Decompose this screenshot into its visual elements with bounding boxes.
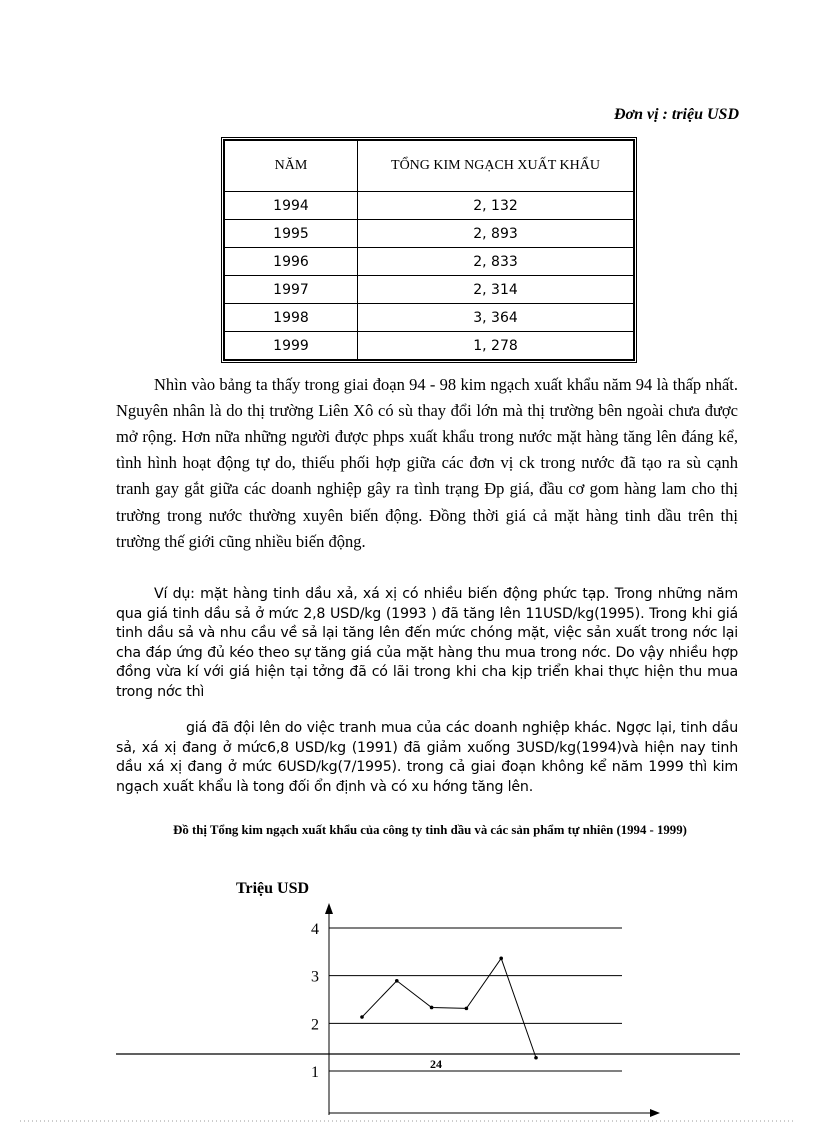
cell-value: 2, 132 [358,192,634,220]
cell-year: 1995 [225,220,358,248]
cell-value: 2, 833 [358,248,634,276]
y-tick-label: 1 [311,1064,319,1081]
header-total: TỔNG KIM NGẠCH XUẤT KHẨU [358,141,634,192]
chart-title: Đồ thị Tổng kim ngạch xuất khẩu của công ty tinh dầu và các sản phẩm tự nhiên (1994 - 1999) [173,823,687,837]
cell-value: 1, 278 [358,332,634,360]
data-point [534,1056,538,1060]
data-point [395,979,399,983]
data-point [465,1007,469,1011]
y-tick-label: 4 [311,921,319,938]
cell-year: 1994 [225,192,358,220]
x-axis-arrow [650,1109,660,1117]
series-line [362,958,536,1057]
cell-year: 1999 [225,332,358,360]
cell-year: 1996 [225,248,358,276]
header-year: NĂM [225,141,358,192]
y-axis-arrow [325,903,333,914]
unit-label: Đơn vị : triệu USD [613,106,739,123]
chart-annotation: 24 [430,1057,442,1071]
paragraph-example: Ví dụ: mặt hàng tinh dầu xả, xá xị có nhiều biến động phức tạp. Trong những năm qua giá tinh dầu sả ở mức 2,8 USD/kg (1993 ) đã tăng lên 11USD/kg(1995). Trong khi giá tinh dầu sả và nhu cầu về sả lại tăng lên đến mức chóng mặt, việc sản xuất trong nớc lại cha đáp ứng đủ kéo theo sự tăng giá của mặt hàng thu mua trong nớc. Do vậy nhiều hợp đồng vừa kí với giá hiện tại tởng đã có lãi trong khi cha kịp triển khai thực hiện thu mua trong nớc thì [116,586,738,700]
cell-year: 1997 [225,276,358,304]
cell-year: 1998 [225,304,358,332]
data-point [430,1006,434,1010]
paragraph-continuation: giá đã đội lên do việc tranh mua của các doanh nghiệp khác. Ngợc lại, tinh dầu sả, xá xị đang ở mức6,8 USD/kg (1991) đã giảm xuống 3USD/kg(1994)và hiện nay tinh dầu xá xị đang ở mức 6USD/kg(7/1995). trong cả giai đoạn không kể năm 1999 thì kim ngạch xuất khẩu là tong đối ổn định và có xu hớng tăng lên. [116,720,738,795]
chart-y-axis-label: Triệu USD [236,880,310,897]
cell-value: 2, 893 [358,220,634,248]
cell-value: 3, 364 [358,304,634,332]
y-tick-label: 3 [311,968,319,986]
data-point [499,957,503,961]
paragraph-analysis: Nhìn vào bảng ta thấy trong giai đoạn 94 - 98 kim ngạch xuất khẩu năm 94 là thấp nhất. Nguyên nhân là do thị trường Liên Xô có sù thay đổi lớn mà thị trường bên ngoài chưa được mở rộng. Hơn nữa những người được phps xuất khẩu trong nước mặt hàng tăng lên đáng kể, tình hình hoạt động tự do, thiếu phối hợp giữa các đơn vị ck trong nước đã tạo ra sù cạnh tranh gay gắt giữa các doanh nghiệp gây ra tình trạng Đp giá, đầu cơ gom hàng lam cho thị trường trong nước thường xuyên biến động. Đồng thời giá cả mặt hàng tinh dầu trên thị trường thế giới cũng nhiều biến động. [116,374,738,551]
data-point [360,1015,364,1019]
y-tick-label: 2 [311,1016,319,1034]
cell-value: 2, 314 [358,276,634,304]
